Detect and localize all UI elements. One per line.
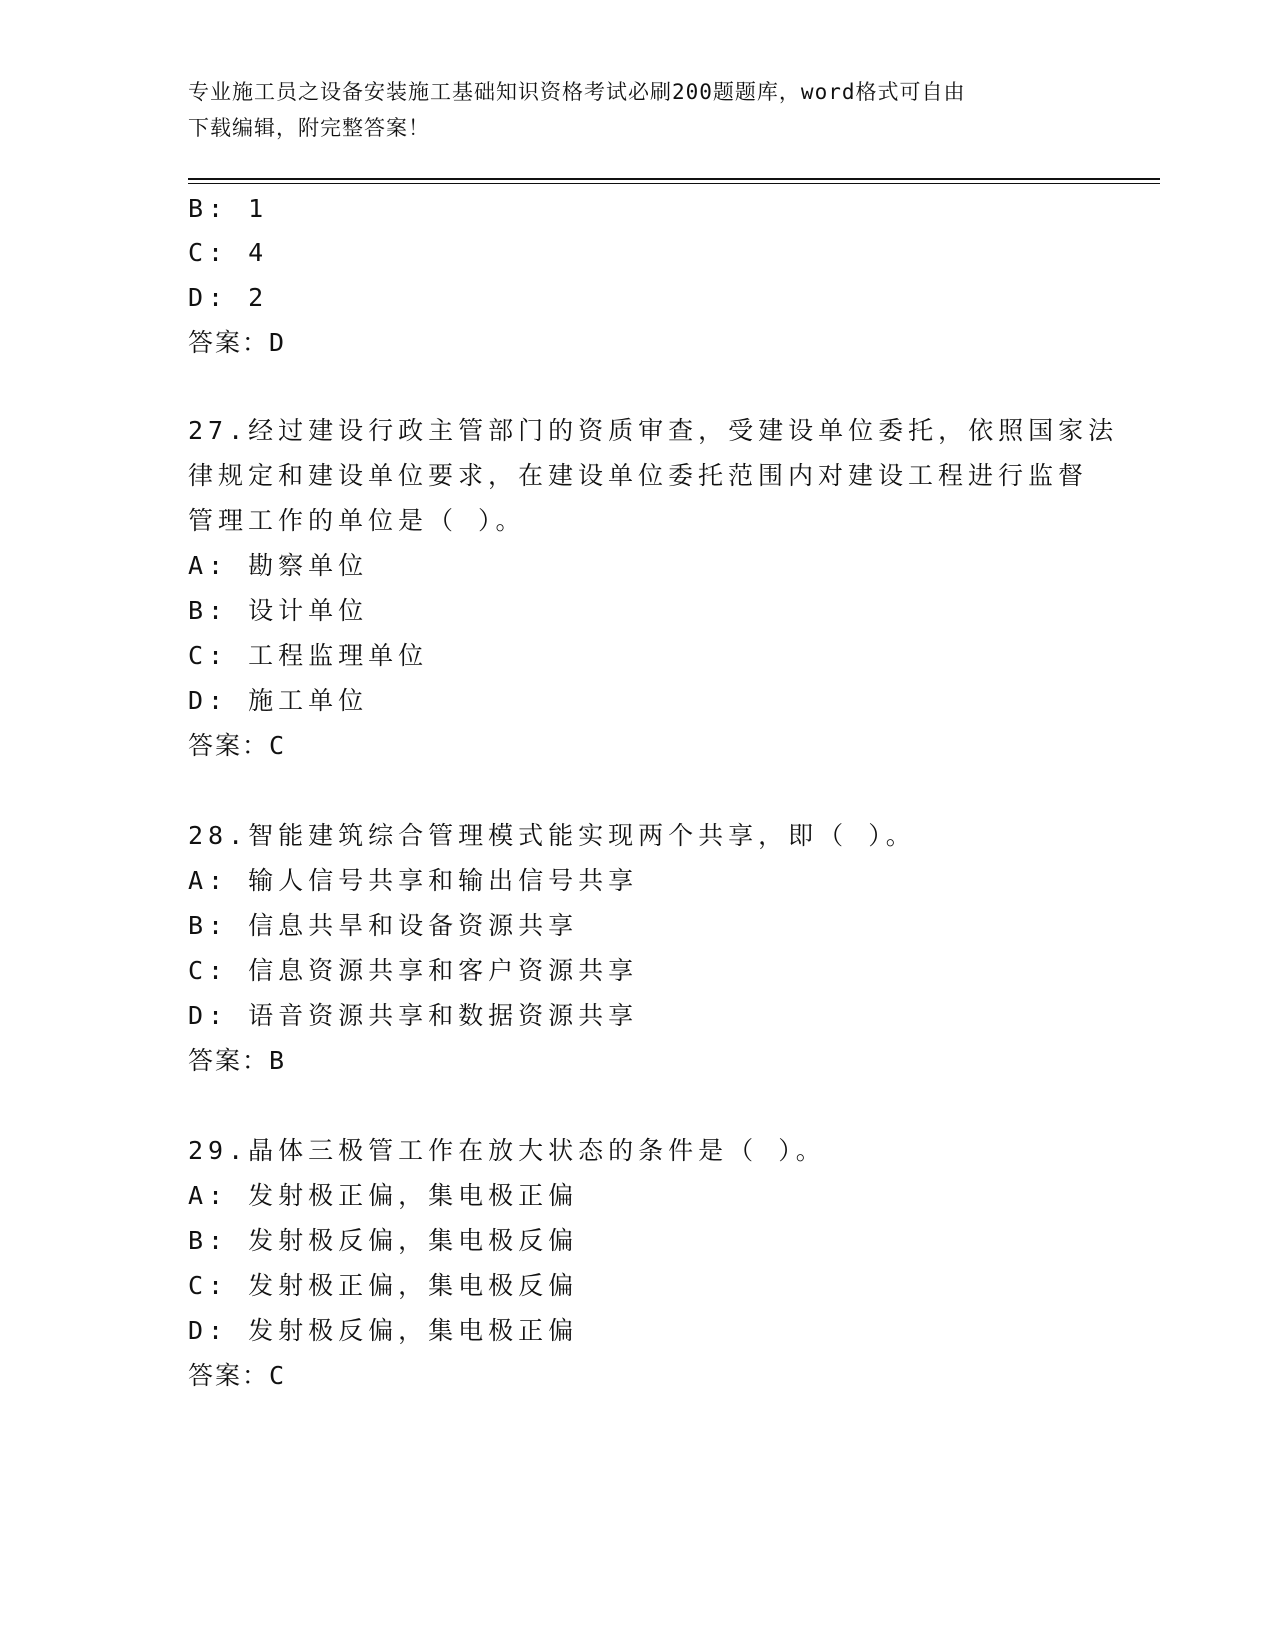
q28-stem-line-1: 28.智能建筑综合管理模式能实现两个共享，即（ ）。 (188, 821, 916, 850)
q28-option-c: C: 信息资源共享和客户资源共享 (188, 956, 639, 985)
q29-option-d: D: 发射极反偏，集电极正偏 (188, 1316, 579, 1345)
q29-option-c: C: 发射极正偏，集电极反偏 (188, 1271, 579, 1300)
q27-stem-line-3: 管理工作的单位是（ ）。 (188, 506, 526, 535)
q27-option-b: B: 设计单位 (188, 596, 369, 625)
header-divider-thin (188, 183, 1160, 184)
header-title-line-2: 下载编辑，附完整答案！ (188, 116, 430, 140)
q26-option-d: D: 2 (188, 283, 269, 312)
q28-option-d: D: 语音资源共享和数据资源共享 (188, 1001, 639, 1030)
q27-option-a: A: 勘察单位 (188, 551, 369, 580)
q28-option-b: B: 信息共旱和设备资源共享 (188, 911, 579, 940)
q28-option-a: A: 输人信号共享和输出信号共享 (188, 866, 639, 895)
q29-option-b: B: 发射极反偏，集电极反偏 (188, 1226, 579, 1255)
q29-stem-line-1: 29.晶体三极管工作在放大状态的条件是（ ）。 (188, 1136, 826, 1165)
document-header (188, 74, 1068, 146)
q26-option-c: C: 4 (188, 238, 269, 267)
q26-answer: 答案：D (188, 328, 287, 357)
q27-option-d: D: 施工单位 (188, 686, 369, 715)
header-divider-thick (188, 178, 1160, 180)
q27-answer: 答案：C (188, 731, 287, 760)
q26-option-b: B: 1 (188, 194, 269, 223)
q27-option-c: C: 工程监理单位 (188, 641, 429, 670)
q27-stem-line-1: 27.经过建设行政主管部门的资质审查，受建设单位委托，依照国家法 (188, 416, 1119, 445)
q29-answer: 答案：C (188, 1361, 287, 1390)
q28-answer: 答案：B (188, 1046, 287, 1075)
q29-option-a: A: 发射极正偏，集电极正偏 (188, 1181, 579, 1210)
q27-stem-line-2: 律规定和建设单位要求，在建设单位委托范围内对建设工程进行监督 (188, 461, 1089, 490)
header-title-line-1: 专业施工员之设备安装施工基础知识资格考试必刷200题题库，word格式可自由 (188, 80, 966, 104)
